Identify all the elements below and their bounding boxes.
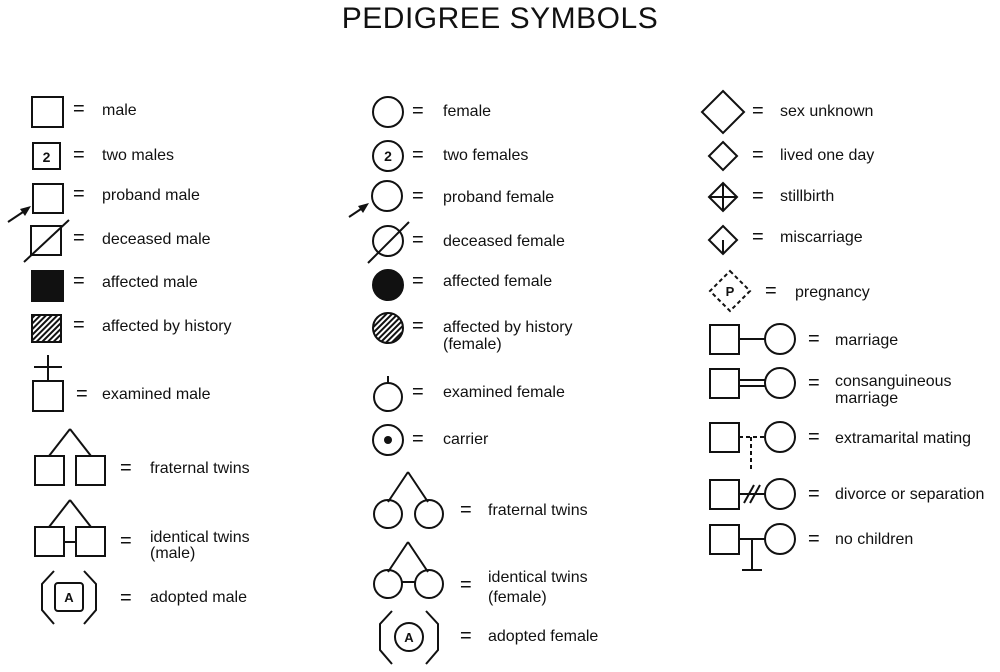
equals-sign: = <box>73 270 85 292</box>
equals-sign: = <box>73 144 85 166</box>
equals-sign: = <box>412 270 424 292</box>
examined-male-icon <box>30 353 66 415</box>
adopted-female-icon <box>376 608 442 668</box>
symbol-badge: 2 <box>42 149 51 165</box>
equals-sign: = <box>120 587 132 609</box>
symbol-badge: A <box>64 590 74 605</box>
affected-by-history-female-icon <box>371 311 405 345</box>
equals-sign: = <box>412 185 424 207</box>
fraternal-twins-male-icon <box>30 426 110 488</box>
extramarital-mating-icon <box>707 420 799 472</box>
female-circle-icon <box>371 95 405 129</box>
symbol-label: proband female <box>443 189 555 206</box>
proband-female-icon <box>347 179 407 221</box>
equals-sign: = <box>808 328 820 350</box>
symbol-label: examined male <box>102 386 211 403</box>
examined-female-icon <box>371 374 405 414</box>
page-title: PEDIGREE SYMBOLS <box>341 2 659 35</box>
symbol-label: deceased female <box>443 233 565 250</box>
equals-sign: = <box>73 183 85 205</box>
affected-by-history-male-icon <box>30 313 66 345</box>
miscarriage-icon <box>707 224 739 256</box>
symbol-label: identical twins <box>488 569 588 586</box>
symbol-badge: 2 <box>384 148 392 164</box>
equals-sign: = <box>73 314 85 336</box>
symbol-label: female <box>443 103 492 120</box>
symbol-label: two females <box>443 147 529 164</box>
consanguineous-marriage-icon <box>707 366 799 402</box>
symbol-label: affected female <box>443 273 553 290</box>
equals-sign: = <box>752 226 764 248</box>
symbol-label: fraternal twins <box>150 460 250 477</box>
symbol-label: carrier <box>443 431 489 448</box>
identical-twins-female-icon <box>370 539 450 603</box>
equals-sign: = <box>808 528 820 550</box>
symbol-label: miscarriage <box>780 229 863 246</box>
symbol-label: affected by history <box>443 319 573 336</box>
adopted-male-icon <box>38 568 102 628</box>
equals-sign: = <box>412 100 424 122</box>
symbol-label: marriage <box>835 332 899 349</box>
lived-one-day-icon <box>707 140 739 172</box>
two-males-icon <box>31 141 63 171</box>
equals-sign: = <box>808 426 820 448</box>
equals-sign: = <box>412 229 424 251</box>
equals-sign: = <box>73 227 85 249</box>
symbol-label-line2: (female) <box>488 589 547 606</box>
symbol-label: deceased male <box>102 231 211 248</box>
equals-sign: = <box>120 530 132 552</box>
equals-sign: = <box>76 383 88 405</box>
symbol-label: male <box>102 102 137 119</box>
symbol-label: lived one day <box>780 147 875 164</box>
symbol-label: no children <box>835 531 914 548</box>
symbol-label: adopted female <box>488 628 599 645</box>
equals-sign: = <box>412 144 424 166</box>
symbol-label: examined female <box>443 384 565 401</box>
two-females-icon <box>371 139 405 173</box>
equals-sign: = <box>460 625 472 647</box>
fraternal-twins-female-icon <box>370 469 450 533</box>
symbol-label-line2: (male) <box>150 545 196 562</box>
symbol-label: consanguineous <box>835 373 952 390</box>
symbol-label: fraternal twins <box>488 502 588 519</box>
equals-sign: = <box>412 428 424 450</box>
symbol-label: affected by history <box>102 318 232 335</box>
symbol-label: extramarital mating <box>835 430 972 447</box>
symbol-label: adopted male <box>150 589 247 606</box>
symbol-label: pregnancy <box>795 284 870 301</box>
pregnancy-icon <box>707 269 753 313</box>
equals-sign: = <box>460 499 472 521</box>
equals-sign: = <box>412 381 424 403</box>
equals-sign: = <box>752 185 764 207</box>
equals-sign: = <box>412 315 424 337</box>
male-square-icon <box>30 95 66 129</box>
deceased-female-icon <box>365 219 413 265</box>
equals-sign: = <box>808 483 820 505</box>
deceased-male-icon <box>22 218 72 264</box>
marriage-icon <box>707 322 799 358</box>
symbol-label: proband male <box>102 187 200 204</box>
arrow-icon <box>358 203 369 213</box>
symbol-label: affected male <box>102 274 198 291</box>
equals-sign: = <box>73 98 85 120</box>
symbol-label: divorce or separation <box>835 486 985 503</box>
affected-male-icon <box>30 269 66 303</box>
no-children-icon <box>707 522 799 578</box>
affected-female-icon <box>371 268 405 302</box>
symbol-label-line2: (female) <box>443 336 502 353</box>
sex-unknown-diamond-icon <box>700 89 746 135</box>
symbol-label: two males <box>102 147 175 164</box>
symbol-label: stillbirth <box>780 188 835 205</box>
symbol-badge: A <box>404 630 414 645</box>
symbol-label: sex unknown <box>780 103 874 120</box>
equals-sign: = <box>752 144 764 166</box>
equals-sign: = <box>460 574 472 596</box>
equals-sign: = <box>120 457 132 479</box>
symbol-badge: P <box>725 284 735 299</box>
symbol-label: identical twins <box>150 529 250 546</box>
arrow-icon <box>20 206 31 216</box>
equals-sign: = <box>808 372 820 394</box>
carrier-icon <box>371 423 405 457</box>
equals-sign: = <box>765 280 777 302</box>
identical-twins-male-icon <box>30 497 110 561</box>
equals-sign: = <box>752 100 764 122</box>
symbol-label-line2: marriage <box>835 390 899 407</box>
divorce-icon <box>707 477 799 513</box>
stillbirth-icon <box>707 181 739 213</box>
